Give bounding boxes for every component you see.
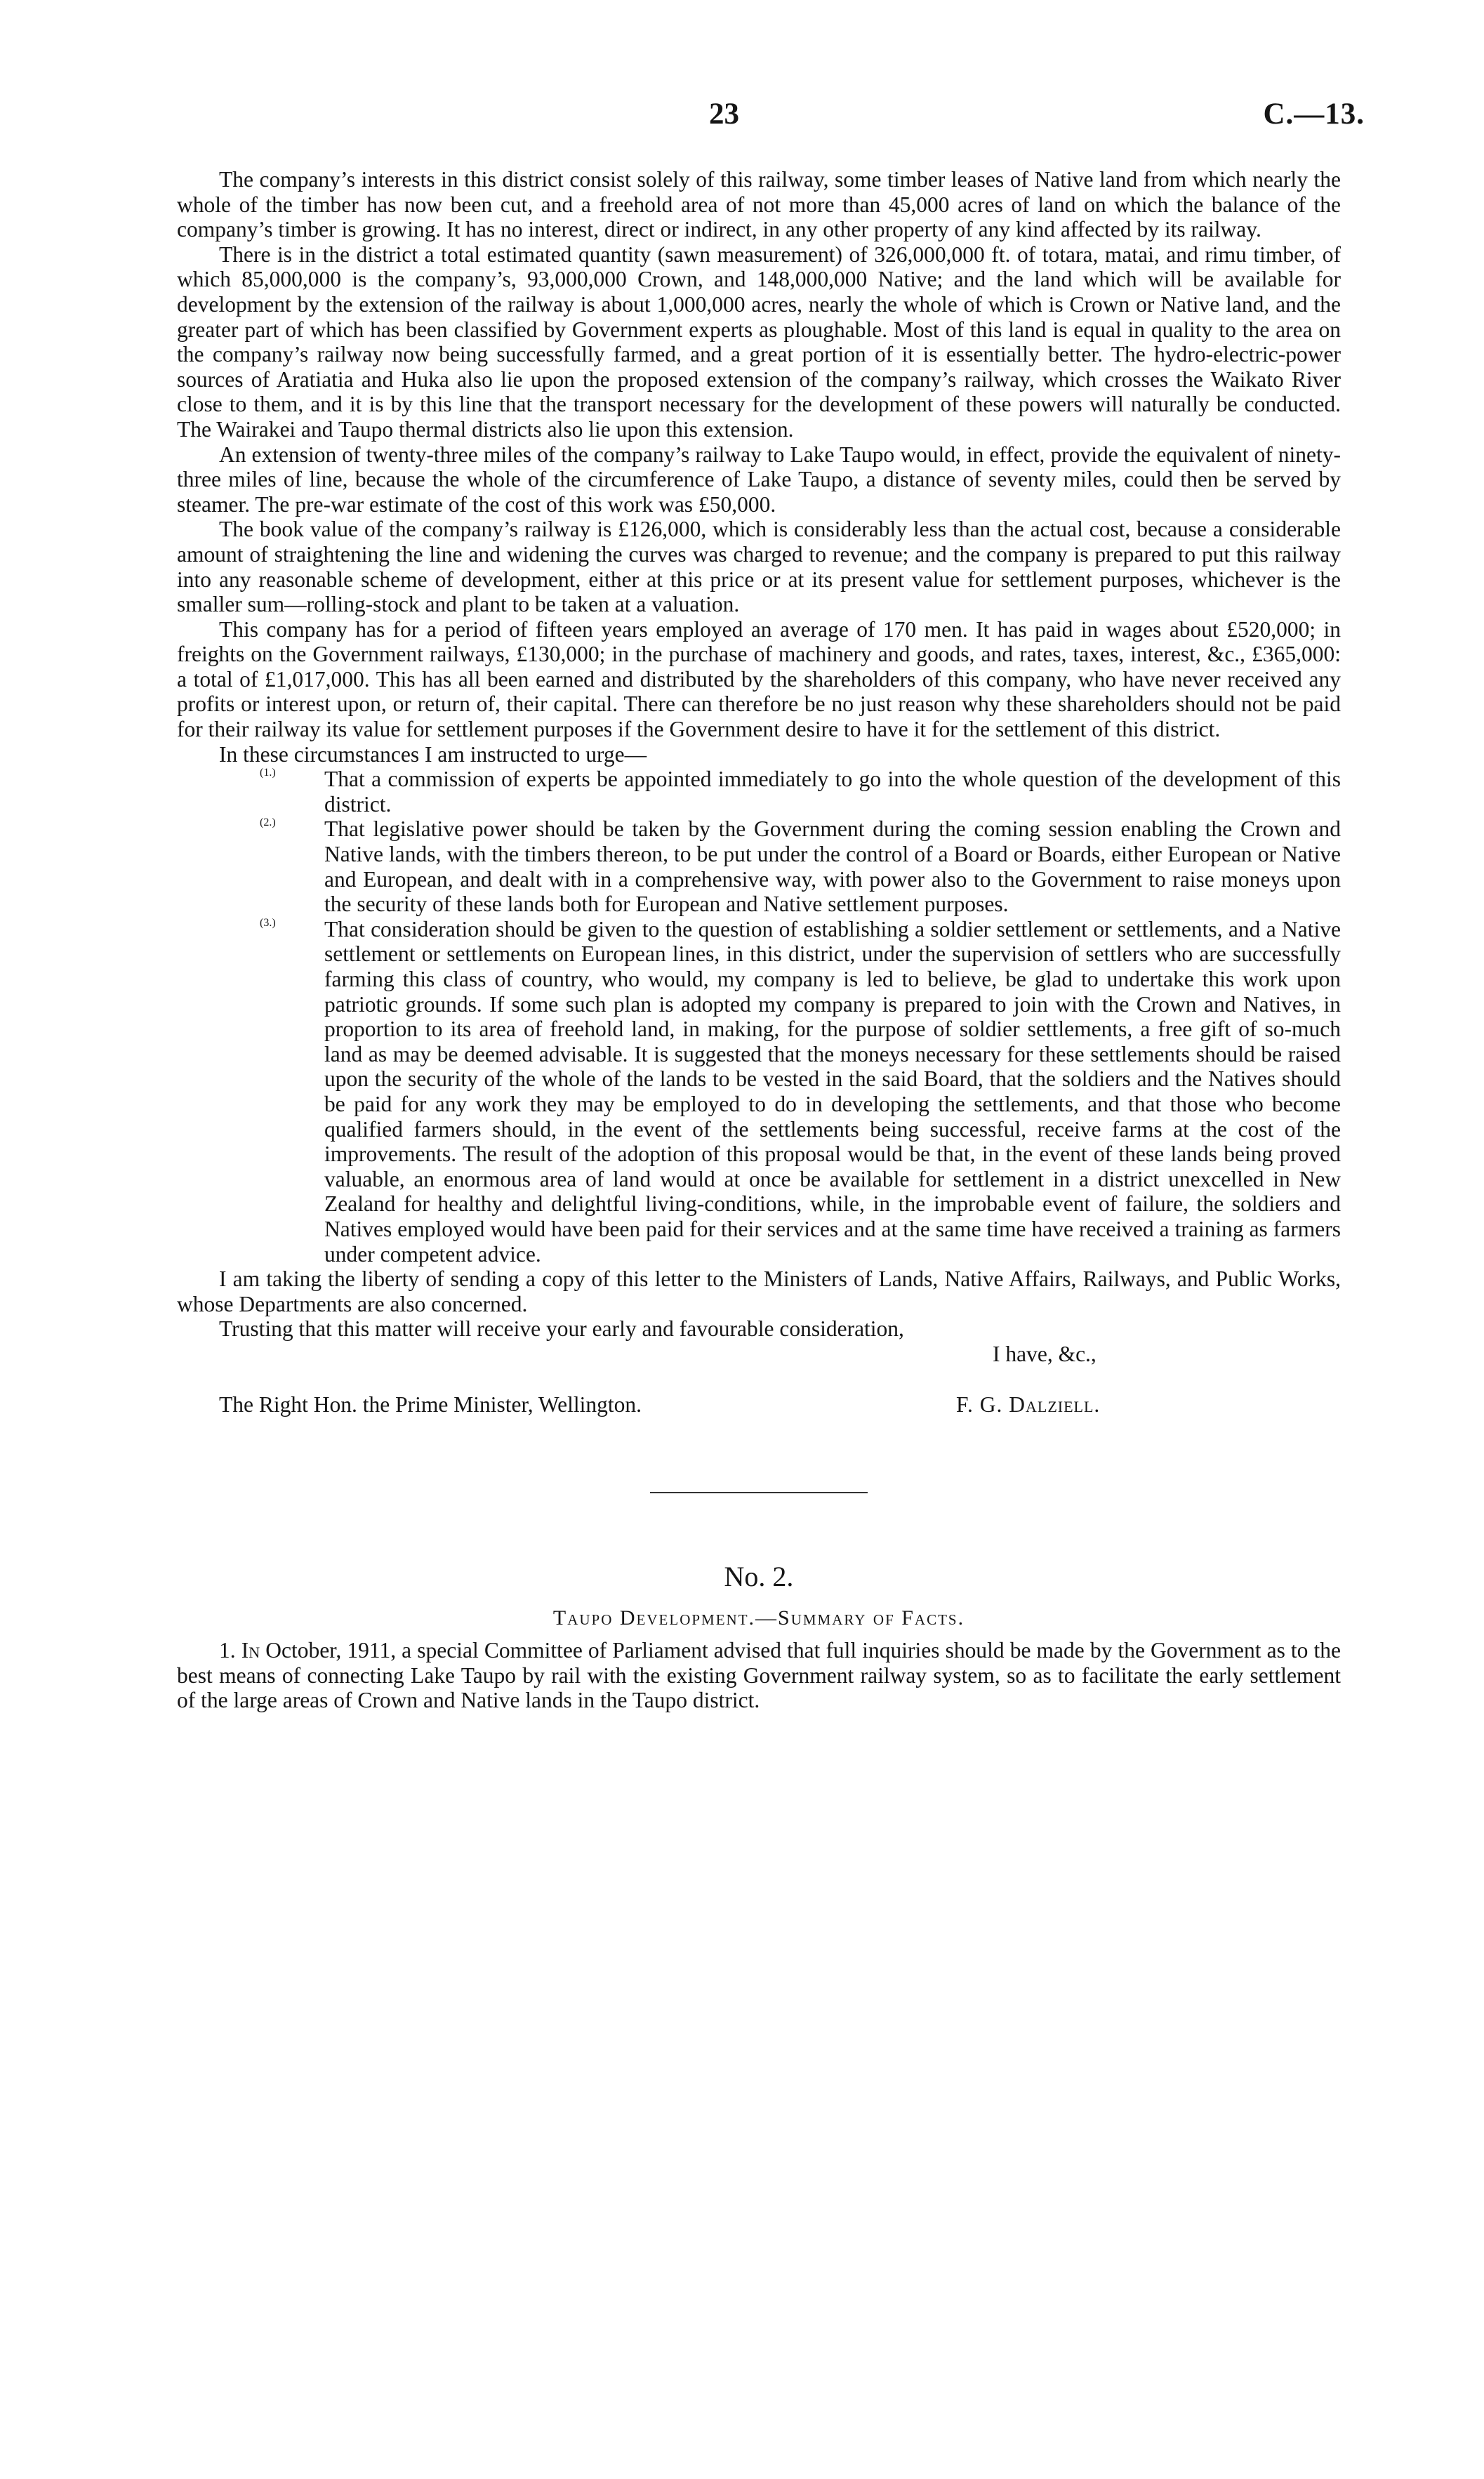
letter-paragraph: In these circumstances I am instructed to urge—	[219, 741, 647, 767]
signer-name: F. G. Dalziell.	[956, 1391, 1101, 1417]
page-number: 23	[709, 98, 739, 131]
address-line	[177, 1392, 1341, 1420]
section-divider	[650, 1492, 868, 1493]
letter-paragraph: The book value of the company’s railway is £126,000, which is considerably less than the actual cost, because a considerable amount of straightening the line and widening the curves was charged to revenue; and the company is prepared to put this railway into any reasonable scheme of development, either at this price or at its present value for settlement purposes, whichever is the smaller sum—rolling-stock and plant to be taken at a valuation.	[177, 517, 1341, 617]
list-item-number: (3.)	[260, 916, 276, 929]
section-title: Taupo Development.—Summary of Facts.	[552, 1606, 965, 1629]
list-item	[177, 767, 1341, 817]
list-item-text: That legislative power should be taken by the Government during the coming session enabling the Crown and Native lands, with the timbers thereon, to be put under the control of a Board or Boards, either European or Native and European, and dealt with in a comprehensive way, with power also to the Government to raise moneys upon the security of these lands both for European and Native settlement purposes.	[324, 817, 1341, 917]
closing-paragraph: I am taking the liberty of sending a copy of this letter to the Ministers of Lands, Native Affairs, Railways, and Public Works, whose Departments are also concerned.	[177, 1267, 1341, 1316]
letter-paragraph: The company’s interests in this district consist solely of this railway, some timber leases of Native land from which nearly the whole of the timber has now been cut, and a freehold area of not more than 45,000 acres of land on which the balance of the company’s timber is growing. It has no interest, direct or indirect, in any other property of any kind affected by its railway.	[177, 167, 1341, 242]
section-paragraph	[177, 1638, 1341, 1713]
document-reference: C.—13.	[1263, 98, 1365, 131]
signoff-have: I have, &c.,	[993, 1341, 1097, 1366]
list-item	[177, 817, 1341, 916]
para-number: 1.	[219, 1637, 236, 1662]
list-item-text: That a commission of experts be appointed immediately to go into the whole question of the development of this district.	[324, 767, 1341, 817]
letter-paragraph: An extension of twenty-three miles of the company’s railway to Lake Taupo would, in effect, provide the equivalent of ninety-three miles of line, because the whole of the circumference of Lake Taupo, a distance of seventy miles, could then be served by steamer. The pre-war estimate of the cost of this work was £50,000.	[177, 442, 1341, 517]
page-body	[177, 167, 1341, 1713]
letter-paragraph: This company has for a period of fifteen years employed an average of 170 men. It has paid in wages about £520,000; in freights on the Government railways, £130,000; in the purchase of machinery and goods, and rates, taxes, interest, &c., £365,000: a total of £1,017,000. This has all been earned and distributed by the shareholders of this company, who have never received any profits or interest upon, or return of, their capital. There can therefore be no just reason why these shareholders should not be paid for their railway its value for settlement purposes if the Government desire to have it for the settlement of this district.	[177, 616, 1341, 742]
signoff	[177, 1342, 1341, 1392]
list-item-text: That consideration should be given to the question of establishing a soldier settlement or settlements, and a Native settlement or settlements on European lines, in this district, under the supervision of settlers who are successfully farming this class of country, who would, my company is led to believe, be glad to undertake this work upon patriotic grounds. If some such plan is adopted my company is prepared to join with the Crown and Natives, in proportion to its area of freehold land, in making, for the purpose of soldier settlements, a free gift of so-much land as may be deemed advisable. It is suggested that the moneys necessary for these settlements should be raised upon the security of the whole of the lands to be vested in the said Board, that the soldiers and the Natives should be paid for any work they may be employed to do in developing the settlements, and that those who become qualified farmers should, in the event of the settlements being successful, receive farms at the cost of the improvements. The result of the adoption of this proposal would be that, in the event of these lands being proved valuable, an enormous area of land would at once be available for settlement in a district unexcelled in New Zealand for healthy and delightful living-conditions, while, in the improbable event of failure, the soldiers and Natives employed would have been paid for their services and at the same time have received a training as farmers under competent advice.	[324, 916, 1341, 1267]
addressee: The Right Hon. the Prime Minister, Wellington.	[219, 1391, 642, 1417]
list-item-number: (1.)	[260, 767, 276, 779]
section-number: No. 2.	[724, 1560, 794, 1592]
list-item-number: (2.)	[260, 817, 276, 829]
list-item	[177, 917, 1341, 1267]
page-header	[0, 97, 1484, 139]
letter-paragraph: There is in the district a total estimated quantity (sawn measurement) of 326,000,000 ft. of totara, matai, and rimu timber, of which 85,000,000 is the company’s, 93,000,000 Crown, and 148,000,000 Native; and the land which will be available for development by the extension of the railway is about 1,000,000 acres, nearly the whole of which is Crown or Native land, and the greater part of which has been classified by Government experts as ploughable. Most of this land is equal in quality to the area on the company’s railway now being successfully farmed, and a great portion of it is essentially better. The hydro-electric-power sources of Aratiatia and Huka also lie upon the proposed extension of the company’s railway, which crosses the Waikato River close to them, and it is by this line that the transport necessary for the development of these powers will naturally be conducted. The Wairakei and Taupo thermal districts also lie upon this extension.	[177, 242, 1341, 442]
closing-paragraph: Trusting that this matter will receive your early and favourable consideration,	[219, 1316, 904, 1342]
para-lead: In	[241, 1637, 260, 1662]
para-text: October, 1911, a special Committee of Parliament advised that full inquiries should be made by the Government as to the best means of connecting Lake Taupo by rail with the existing Government railway system, so as to facilitate the early settlement of the large areas of Crown and Native lands in the Taupo district.	[177, 1637, 1341, 1713]
